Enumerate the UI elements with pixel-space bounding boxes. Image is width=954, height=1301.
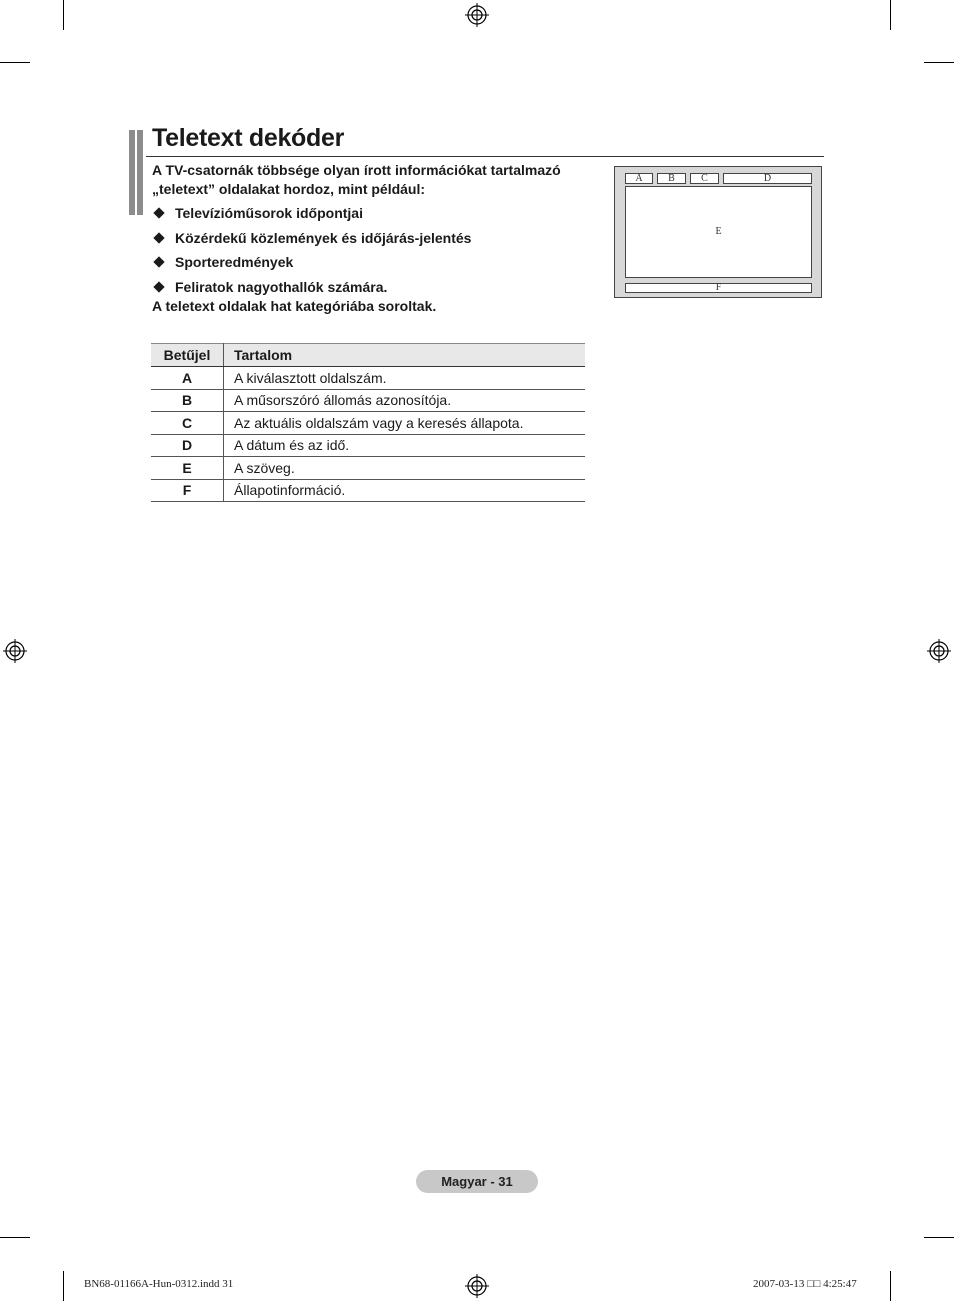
row-letter: E (151, 457, 224, 480)
table-row (151, 367, 585, 390)
row-content: Az aktuális oldalszám vagy a keresés állapota. (224, 412, 586, 435)
diamond-bullet-icon (153, 232, 164, 243)
table-row (151, 434, 585, 457)
list-item: Közérdekű közlemények és időjárás-jelentés (152, 228, 471, 253)
diamond-bullet-icon (153, 281, 164, 292)
registration-mark-icon (465, 1274, 489, 1298)
crop-mark (924, 1237, 954, 1238)
row-content: A szöveg. (224, 457, 586, 480)
footer-timestamp: 2007-03-13 □□ 4:25:47 (753, 1278, 857, 1290)
registration-mark-icon (3, 639, 27, 663)
teletext-category-table (151, 343, 585, 502)
crop-mark (63, 1271, 64, 1301)
registration-mark-icon (927, 639, 951, 663)
crop-mark (890, 1271, 891, 1301)
crop-mark (0, 1237, 30, 1238)
header-content: Tartalom (224, 344, 586, 367)
header-letter: Betűjel (151, 344, 224, 367)
teletext-layout-diagram (614, 166, 822, 298)
row-letter: F (151, 479, 224, 502)
row-content: A dátum és az idő. (224, 434, 586, 457)
diagram-box-e: E (625, 186, 812, 278)
row-letter: B (151, 389, 224, 412)
crop-mark (924, 62, 954, 63)
list-item: Sporteredmények (152, 252, 471, 277)
table-row (151, 479, 585, 502)
diamond-bullet-icon (153, 207, 164, 218)
title-divider (146, 156, 824, 157)
diagram-box-c: C (690, 173, 719, 184)
diamond-bullet-icon (153, 256, 164, 267)
outro-paragraph: A teletext oldalak hat kategóriába soroltak. (152, 298, 437, 314)
diagram-box-a: A (625, 173, 653, 184)
crop-mark (890, 0, 891, 30)
diagram-box-b: B (657, 173, 686, 184)
diagram-box-d: D (723, 173, 812, 184)
title-accent-bar (137, 130, 143, 215)
registration-mark-icon (465, 3, 489, 27)
feature-list (152, 203, 471, 301)
diagram-box-f: F (625, 283, 812, 293)
table-header-row (151, 344, 585, 367)
page-number-badge: Magyar - 31 (416, 1170, 538, 1193)
table-row (151, 412, 585, 435)
row-content: Állapotinformáció. (224, 479, 586, 502)
row-content: A kiválasztott oldalszám. (224, 367, 586, 390)
page-title: Teletext dekóder (152, 124, 345, 152)
title-accent-bar (129, 130, 135, 215)
footer-file-info: BN68-01166A-Hun-0312.indd 31 (84, 1278, 234, 1290)
row-letter: D (151, 434, 224, 457)
row-letter: C (151, 412, 224, 435)
table-row (151, 389, 585, 412)
table-row (151, 457, 585, 480)
list-item: Feliratok nagyothallók számára. (152, 277, 471, 302)
crop-mark (0, 62, 30, 63)
row-letter: A (151, 367, 224, 390)
crop-mark (63, 0, 64, 30)
row-content: A műsorszóró állomás azonosítója. (224, 389, 586, 412)
intro-paragraph: A TV-csatornák többsége olyan írott információkat tartalmazó „teletext” oldalakat hordoz, mint például: (152, 162, 561, 197)
list-item: Televízióműsorok időpontjai (152, 203, 471, 228)
